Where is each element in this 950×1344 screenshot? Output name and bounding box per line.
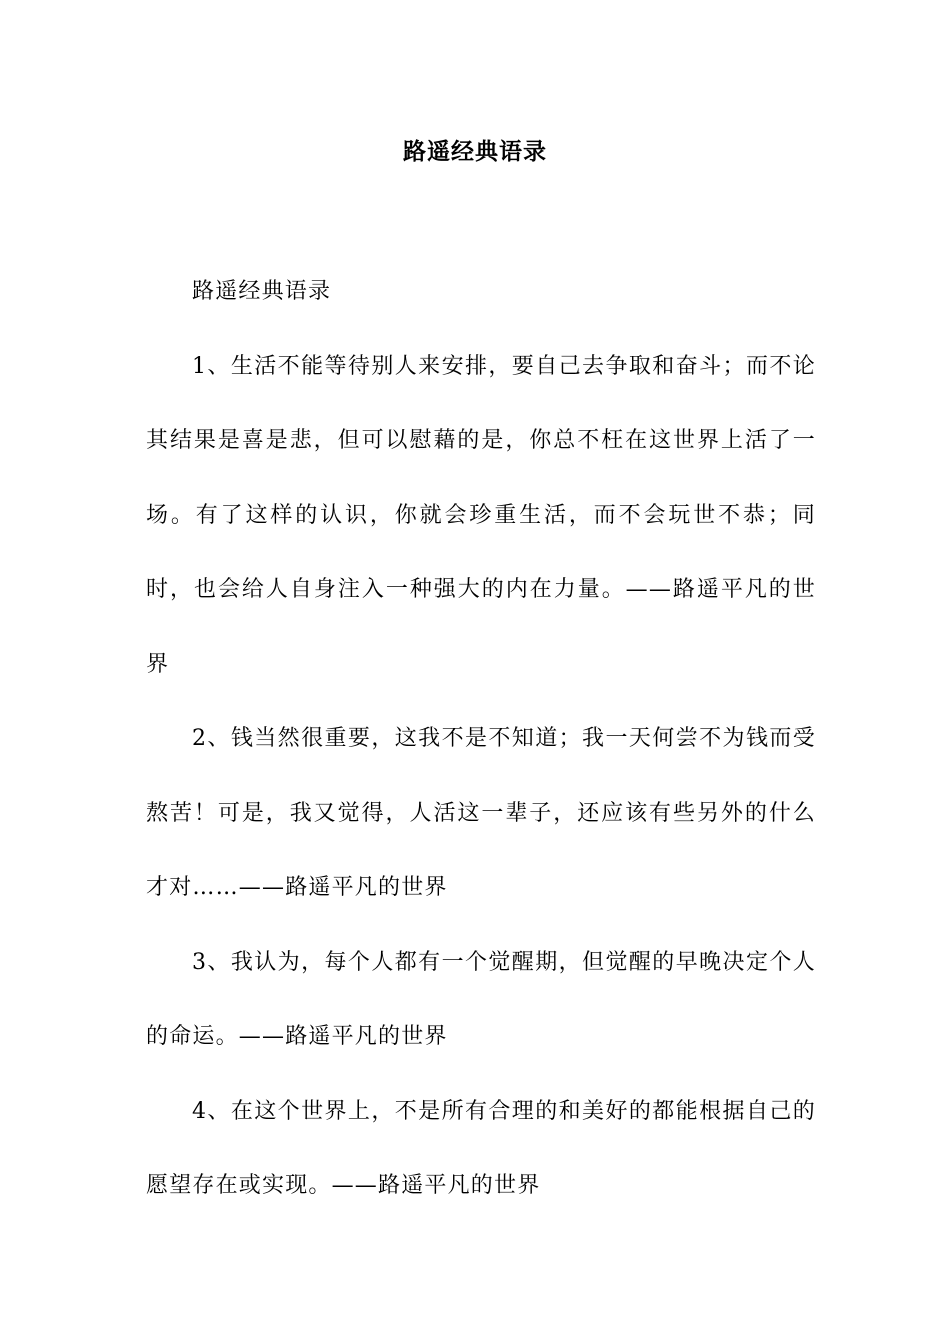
page-title: 路遥经典语录 bbox=[403, 138, 547, 165]
quote-paragraph-2: 2、钱当然很重要，这我不是不知道；我一天何尝不为钱而受熬苦！可是，我又觉得，人活这一辈子，还应该有些另外的什么才对……——路遥平凡的世界 bbox=[146, 726, 816, 900]
quote-paragraph-4: 4、在这个世界上，不是所有合理的和美好的都能根据自己的愿望存在或实现。——路遥平凡的世界 bbox=[146, 1098, 816, 1198]
quote-paragraph-3: 3、我认为，每个人都有一个觉醒期，但觉醒的早晚决定个人的命运。——路遥平凡的世界 bbox=[146, 949, 816, 1049]
paragraph-heading: 路遥经典语录 bbox=[192, 279, 332, 304]
document-body bbox=[146, 255, 816, 1224]
quote-paragraph-1: 1、生活不能等待别人来安排，要自己去争取和奋斗；而不论其结果是喜是悲，但可以慰藉的是，你总不枉在这世界上活了一场。有了这样的认识，你就会珍重生活，而不会玩世不恭；同时，也会给人自身注入一种强大的内在力量。——路遥平凡的世界 bbox=[146, 353, 816, 677]
